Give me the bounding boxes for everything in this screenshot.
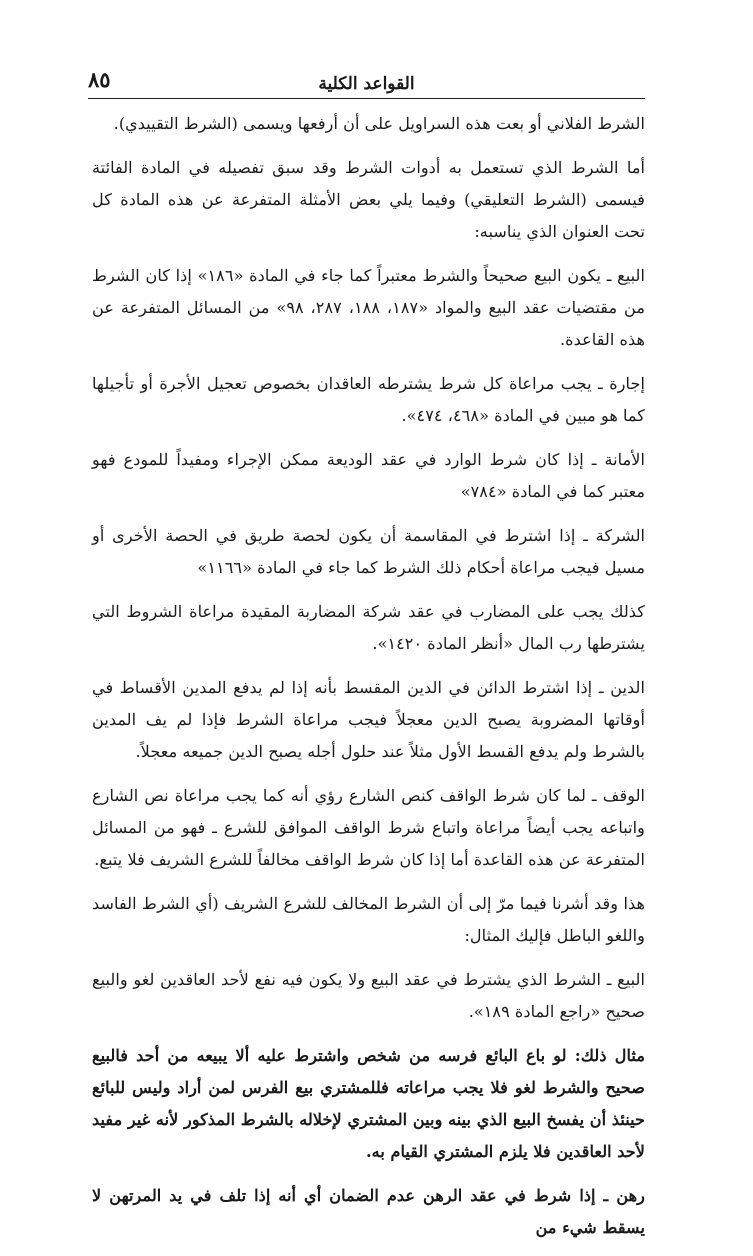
body-text	[92, 108, 645, 1256]
running-title: القواعد الكلية	[318, 74, 415, 94]
page-header	[88, 62, 645, 99]
paragraph-waqf: الوقف ـ لما كان شرط الواقف كنص الشارع رؤي أنه كما يجب مراعاة نص الشارع واتباعه يجب أيضاً مراعاة واتباع شرط الواقف الموافق للشرع ـ فهو من المسائل المتفرعة عن هذه القاعدة أما إذا كان شرط الواقف مخالفاً للشرع الشريف فلا يتبع.	[92, 786, 645, 869]
page-number: ٨٥	[88, 67, 111, 92]
paragraph-invalid-condition: هذا وقد أشرنا فيما مرّ إلى أن الشرط المخالف للشرع الشريف (أي الشرط الفاسد واللغو الباطل فإليك المثال:	[92, 894, 645, 945]
paragraph-pledge: رهن ـ إذا شرط في عقد الرهن عدم الضمان أي أنه إذا تلف في يد المرتهن لا يسقط شيء من	[92, 1186, 645, 1237]
paragraph-mudaraba: كذلك يجب على المضارب في عقد شركة المضاربة المقيدة مراعاة الشروط التي يشترطها رب المال «أنظر المادة ١٤٢٠».	[92, 602, 645, 653]
paragraph-restrictive-condition: الشرط الفلاني أو بعت هذه السراويل على أن أرفعها ويسمى (الشرط التقييدي).	[113, 114, 645, 133]
paragraph-lease: إجارة ـ يجب مراعاة كل شرط يشترطه العاقدان بخصوص تعجيل الأجرة أو تأجيلها كما هو مبين في المادة «٤٦٨، ٤٧٤».	[92, 374, 645, 425]
paragraph-conditional-clause: أما الشرط الذي تستعمل به أدوات الشرط وقد سبق تفصيله في المادة الفائتة فيسمى (الشرط التعليقي) وفيما يلي بعض الأمثلة المتفرعة عن هذه المادة كل تحت العنوان الذي يناسبه:	[92, 158, 645, 241]
paragraph-debt: الدين ـ إذا اشترط الدائن في الدين المقسط بأنه إذا لم يدفع المدين الأقساط في أوقاتها المضروبة يصبح الدين معجلاً فيجب مراعاة الشرط فإذا لم يف المدين بالشرط ولم يدفع القسط الأول مثلاً عند حلول أجله يصبح الدين جميعه معجلاً.	[92, 678, 645, 761]
paragraph-deposit: الأمانة ـ إذا كان شرط الوارد في عقد الوديعة ممكن الإجراء ومفيداً للمودع فهو معتبر كما في المادة «٧٨٤»	[92, 450, 645, 501]
paragraph-example: مثال ذلك: لو باع البائع فرسه من شخص واشترط عليه ألا يبيعه من أحد فالبيع صحيح والشرط لغو فلا يجب مراعاته فللمشتري بيع الفرس لمن أراد وليس للبائع حينئذ أن يفسخ البيع الذي بينه وبين المشتري لإخلاله بالشرط المذكور لأنه غير مفيد لأحد العاقدين فلا يلزم المشتري القيام به.	[92, 1046, 645, 1161]
paragraph-sale-invalid: البيع ـ الشرط الذي يشترط في عقد البيع ولا يكون فيه نفع لأحد العاقدين لغو والبيع صحيح «راجع المادة ١٨٩».	[92, 970, 645, 1021]
paragraph-sale: البيع ـ يكون البيع صحيحاً والشرط معتبراً كما جاء في المادة «١٨٦» إذا كان الشرط من مقتضيات عقد البيع والمواد «١٨٧، ١٨٨، ٢٨٧، ٩٨» من المسائل المتفرعة عن هذه القاعدة.	[92, 266, 646, 349]
paragraph-partnership: الشركة ـ إذا اشترط في المقاسمة أن يكون لحصة طريق في الحصة الأخرى أو مسيل فيجب مراعاة أحكام ذلك الشرط كما جاء في المادة «١١٦٦»	[92, 526, 645, 577]
